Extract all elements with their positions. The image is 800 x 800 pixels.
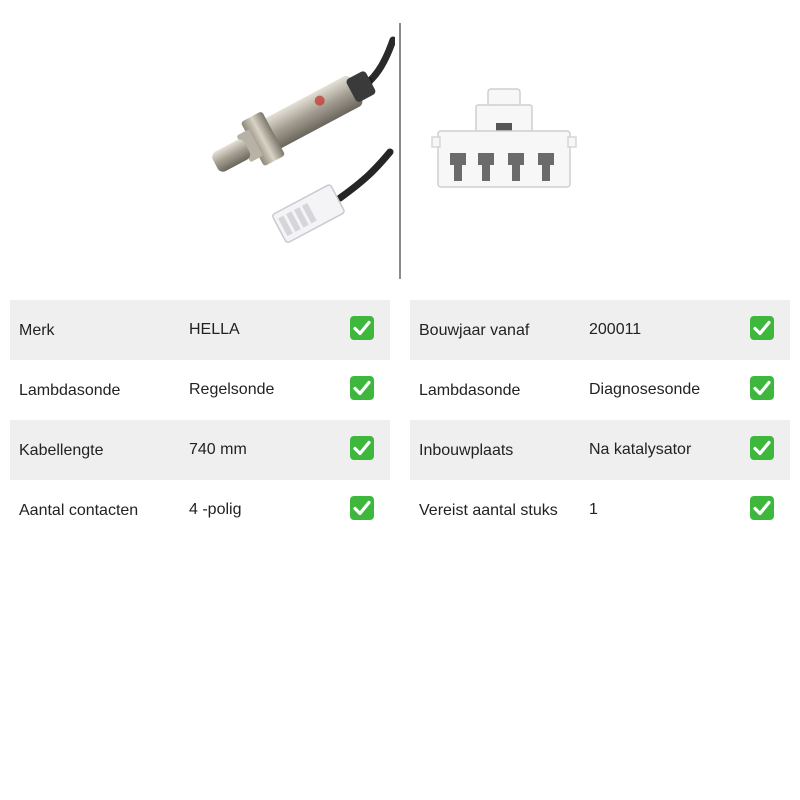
spec-label: Kabellengte — [19, 442, 104, 459]
spec-row — [410, 360, 790, 420]
spec-label: Merk — [19, 322, 55, 339]
spec-value: 4 -polig — [189, 501, 242, 518]
spec-label: Lambdasonde — [419, 382, 521, 399]
check-icon — [349, 315, 375, 341]
spec-row — [10, 300, 390, 360]
spec-table-right — [410, 300, 790, 540]
spec-row — [410, 480, 790, 540]
spec-value: Na katalysator — [589, 441, 692, 458]
connector-diagram-icon — [428, 85, 580, 193]
spec-value: 200011 — [589, 321, 642, 338]
lambda-sensor-photo-icon — [190, 30, 395, 250]
image-divider — [399, 23, 401, 279]
check-icon — [749, 315, 775, 341]
spec-row — [410, 300, 790, 360]
spec-row — [10, 360, 390, 420]
spec-row — [10, 420, 390, 480]
check-icon — [749, 435, 775, 461]
check-icon — [749, 375, 775, 401]
product-images — [0, 0, 800, 290]
spec-row — [410, 420, 790, 480]
spec-label: Bouwjaar vanaf — [419, 322, 530, 339]
spec-value: 1 — [589, 501, 598, 518]
spec-value: HELLA — [189, 321, 240, 338]
check-icon — [349, 375, 375, 401]
spec-table-left — [10, 300, 390, 540]
check-icon — [749, 495, 775, 521]
check-icon — [349, 495, 375, 521]
spec-label: Aantal contacten — [19, 502, 139, 519]
spec-label: Lambdasonde — [19, 382, 121, 399]
spec-value: Diagnosesonde — [589, 381, 701, 398]
spec-row — [10, 480, 390, 540]
spec-value: 740 mm — [189, 441, 247, 458]
spec-label: Vereist aantal stuks — [419, 502, 558, 519]
check-icon — [349, 435, 375, 461]
spec-label: Inbouwplaats — [419, 442, 514, 459]
spec-value: Regelsonde — [189, 381, 275, 398]
